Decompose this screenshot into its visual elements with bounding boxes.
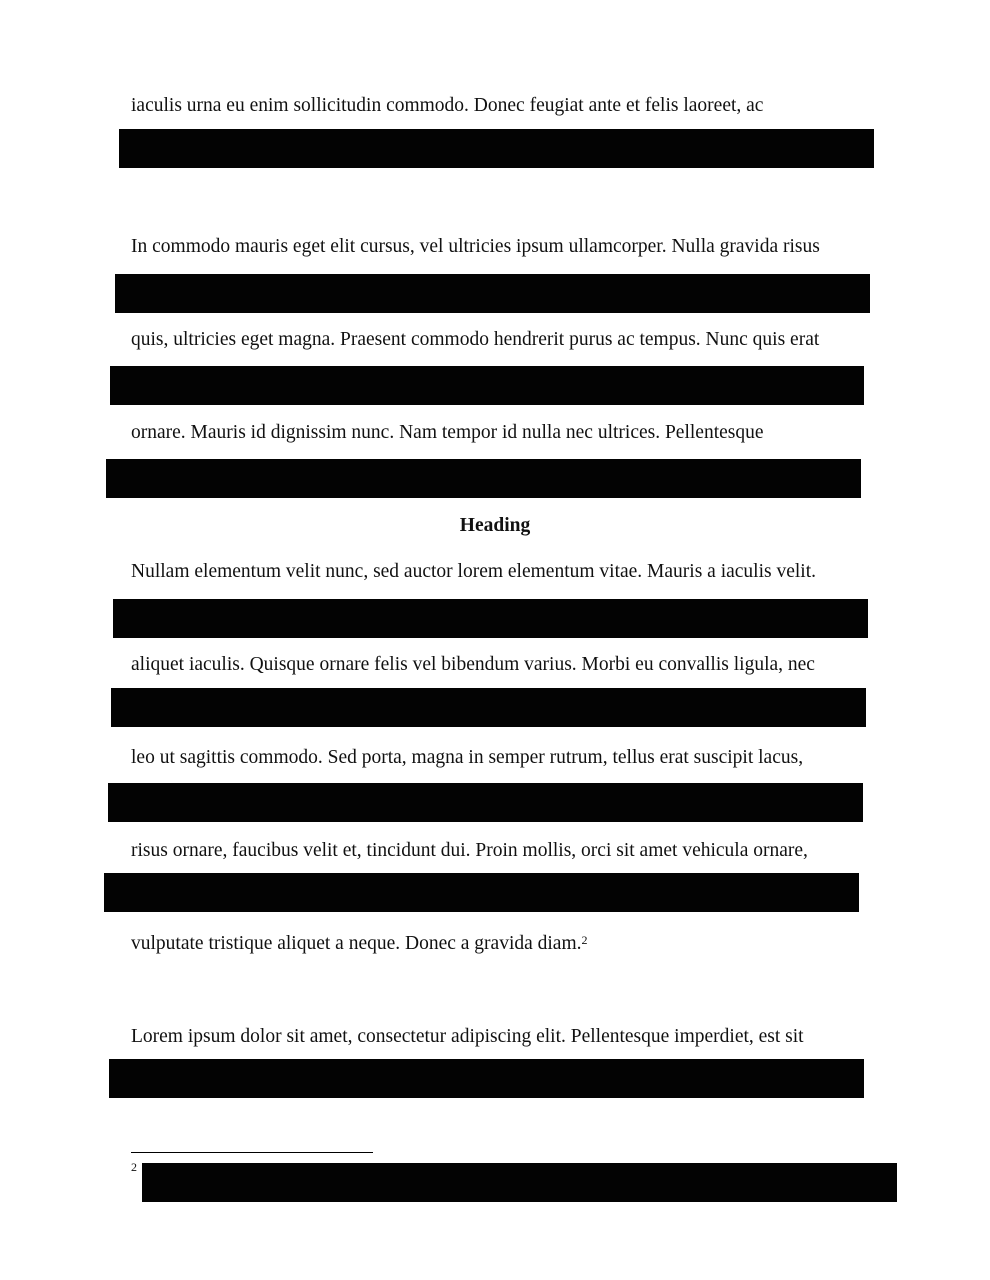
body-line: ornare. Mauris id dignissim nunc. Nam tempor id nulla nec ultrices. Pellentesque — [131, 422, 764, 443]
redaction-bar — [106, 459, 861, 498]
body-line: Lorem ipsum dolor sit amet, consectetur adipiscing elit. Pellentesque imperdiet, est sit — [131, 1026, 804, 1047]
body-line: leo ut sagittis commodo. Sed porta, magna in semper rutrum, tellus erat suscipit lacus, — [131, 747, 804, 768]
body-line: iaculis urna eu enim sollicitudin commodo. Donec feugiat ante et felis laoreet, ac — [131, 95, 764, 116]
footnote-number: 2 — [131, 1160, 137, 1174]
footnote-separator — [131, 1152, 373, 1153]
body-line: aliquet iaculis. Quisque ornare felis vel bibendum varius. Morbi eu convallis ligula, nec — [131, 654, 815, 675]
section-heading: Heading — [459, 515, 531, 536]
redaction-bar — [142, 1163, 897, 1202]
redaction-bar — [113, 599, 868, 638]
redaction-bar — [109, 1059, 864, 1098]
body-line: Nullam elementum velit nunc, sed auctor lorem elementum vitae. Mauris a iaculis velit. — [131, 561, 817, 582]
redaction-bar — [110, 366, 864, 405]
body-line — [131, 932, 588, 956]
redaction-bar — [104, 873, 859, 912]
footnote-reference[interactable]: 2 — [581, 933, 588, 947]
redaction-bar — [115, 274, 870, 313]
redaction-bar — [108, 783, 863, 822]
redaction-bar — [111, 688, 866, 727]
body-line: risus ornare, faucibus velit et, tincidunt dui. Proin mollis, orci sit amet vehicula ornare, — [131, 840, 808, 861]
body-line-text: vulputate tristique aliquet a neque. Donec a gravida diam. — [131, 933, 582, 954]
body-line: quis, ultricies eget magna. Praesent commodo hendrerit purus ac tempus. Nunc quis erat — [131, 329, 820, 350]
redaction-bar — [119, 129, 874, 168]
body-line: In commodo mauris eget elit cursus, vel ultricies ipsum ullamcorper. Nulla gravida risus — [131, 236, 820, 257]
